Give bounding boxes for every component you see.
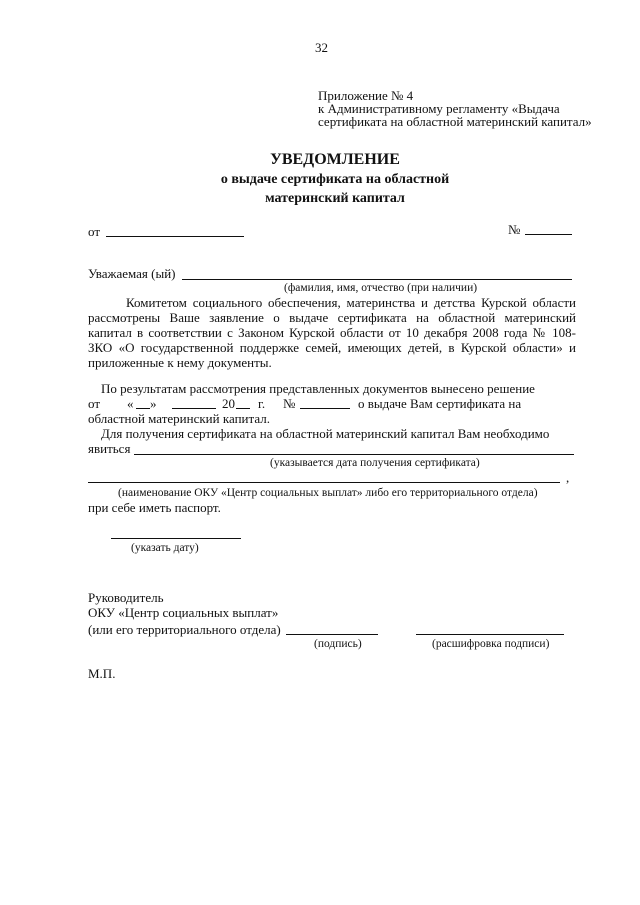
- decision-day-field[interactable]: [136, 408, 150, 409]
- signature-field[interactable]: [286, 634, 378, 635]
- decision-number-field[interactable]: [300, 408, 350, 409]
- stamp-place: М.П.: [88, 666, 116, 681]
- appendix-line-1: Приложение № 4: [318, 88, 414, 103]
- decision-number-label: №: [283, 396, 296, 411]
- page-number: 32: [315, 40, 328, 55]
- paragraph-3-passport: при себе иметь паспорт.: [88, 500, 221, 515]
- paragraph-1-line-3: капитал в соответствии с Законом Курской области от 10 декабря 2008 года № 108-: [88, 325, 576, 340]
- number-field-line[interactable]: [525, 234, 572, 235]
- decision-month-field[interactable]: [172, 408, 216, 409]
- number-label: №: [508, 222, 521, 237]
- signature-decode-field[interactable]: [416, 634, 564, 635]
- decision-year-suffix: г.: [258, 396, 266, 411]
- signatory-department: (или его территориального отдела): [88, 622, 281, 637]
- office-name-field[interactable]: [88, 482, 560, 483]
- decision-from-label: от: [88, 396, 101, 411]
- paragraph-2-line-3: областной материнский капитал.: [88, 411, 270, 426]
- paragraph-1-line-4: ЗКО «О государственной поддержке семей, имеющих детей, в Курской области» и: [88, 340, 576, 355]
- decision-quote-open: «: [127, 396, 134, 411]
- office-name-caption: (наименование ОКУ «Центр социальных выплат» либо его территориального отдела): [118, 487, 538, 499]
- from-field-line[interactable]: [106, 236, 244, 237]
- salutation-label: Уважаемая (ый): [88, 266, 176, 281]
- salutation-caption: (фамилия, имя, отчество (при наличии): [284, 282, 478, 294]
- paragraph-1-line-2: рассмотрены Ваше заявление о выдаче сертификата на областной материнский: [88, 310, 576, 325]
- signatory-title: Руководитель: [88, 590, 164, 605]
- document-title: УВЕДОМЛЕНИЕ: [270, 151, 400, 168]
- document-subtitle-1: о выдаче сертификата на областной: [220, 172, 450, 187]
- decision-year-field[interactable]: [236, 408, 250, 409]
- paragraph-1-line-1: Комитетом социального обеспечения, материнства и детства Курской области: [126, 295, 576, 310]
- signature-caption: (подпись): [314, 638, 362, 650]
- date-caption: (указать дату): [131, 542, 199, 554]
- appear-date-caption: (указывается дата получения сертификата): [270, 457, 480, 469]
- appear-label: явиться: [88, 441, 131, 456]
- document-subtitle-2: материнский капитал: [265, 191, 405, 206]
- salutation-field-line[interactable]: [182, 279, 572, 280]
- appear-date-field[interactable]: [134, 454, 574, 455]
- decision-quote-close: »: [150, 396, 157, 411]
- paragraph-2-line-1: По результатам рассмотрения представленных документов вынесено решение: [101, 381, 535, 396]
- signatory-organization: ОКУ «Центр социальных выплат»: [88, 605, 279, 620]
- appendix-line-2: к Административному регламенту «Выдача: [318, 101, 560, 116]
- office-name-comma: ,: [566, 470, 570, 485]
- decision-year-prefix: 20: [222, 396, 235, 411]
- signature-decode-caption: (расшифровка подписи): [432, 638, 550, 650]
- appendix-line-3: сертификата на областной материнский капитал»: [318, 114, 592, 129]
- paragraph-3-line-1: Для получения сертификата на областной материнский капитал Вам необходимо: [101, 426, 550, 441]
- date-field[interactable]: [111, 538, 241, 539]
- paragraph-1-line-5: приложенные к нему документы.: [88, 355, 272, 370]
- from-label: от: [88, 224, 101, 239]
- decision-line-rest: о выдаче Вам сертификата на: [358, 396, 522, 411]
